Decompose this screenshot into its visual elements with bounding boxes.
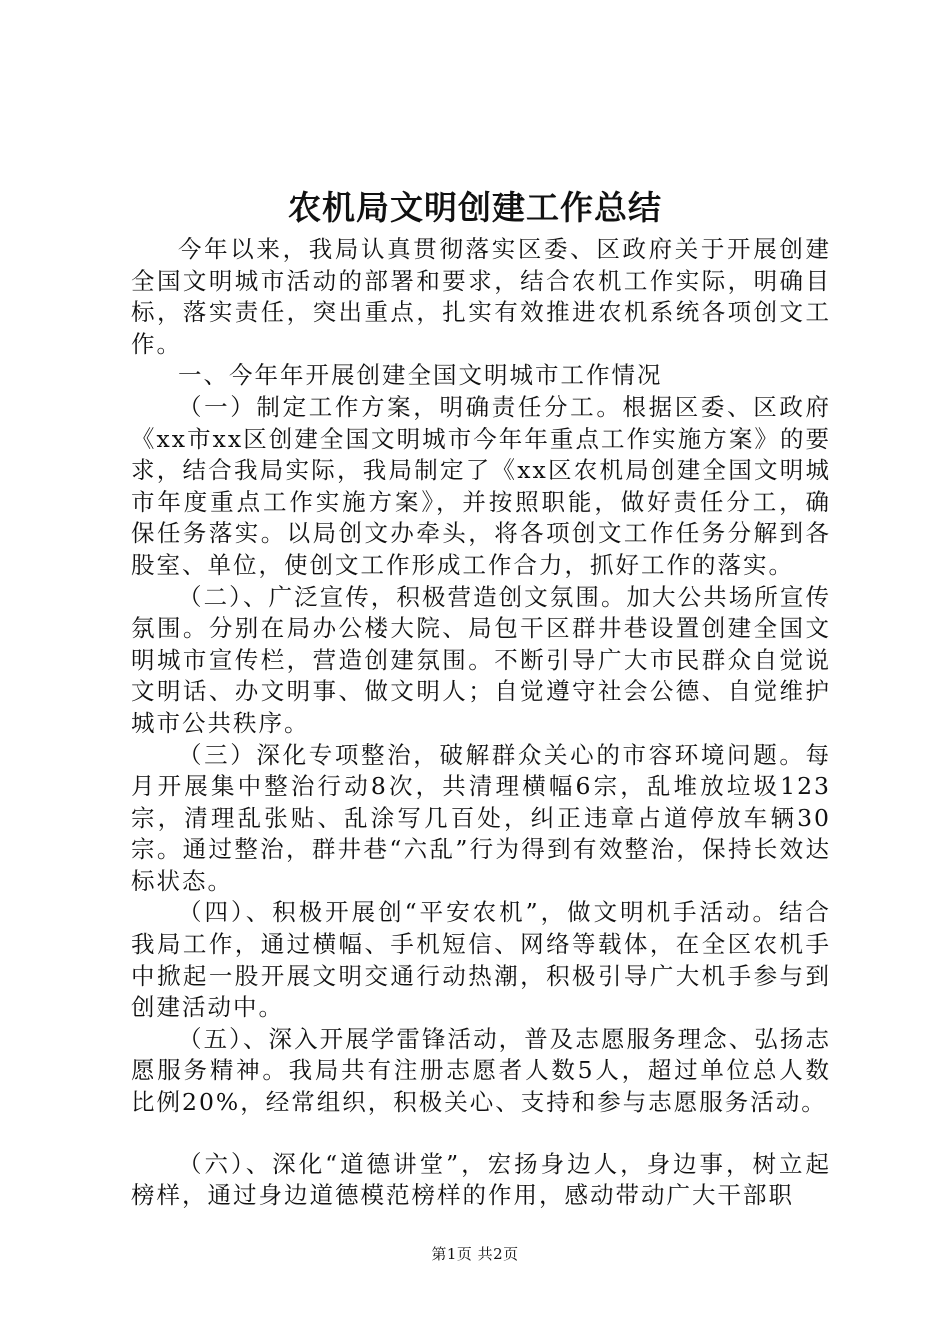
item-paragraph-4: （四）、积极开展创“平安农机”，做文明机手活动。结合我局工作，通过横幅、手机短信、网络等载体，在全区农机手中掀起一股开展文明交通行动热潮，积极引导广大机手参与到创建活动中。 — [131, 898, 831, 1022]
section-heading: 一、今年年开展创建全国文明城市工作情况 — [178, 361, 663, 390]
intro-paragraph: 今年以来，我局认真贯彻落实区委、区政府关于开展创建全国文明城市活动的部署和要求，结合农机工作实际，明确目标，落实责任，突出重点，扎实有效推进农机系统各项创文工作。 — [131, 235, 831, 358]
document-body — [131, 234, 831, 1212]
item-paragraph-5: （五）、深入开展学雷锋活动，普及志愿服务理念、弘扬志愿服务精神。我局共有注册志愿者人数5人，超过单位总人数比例20%，经常组织，积极关心、支持和参与志愿服务活动。 — [131, 1024, 831, 1117]
item-paragraph-3: （三）深化专项整治，破解群众关心的市容环境问题。每月开展集中整治行动8次，共清理横幅6宗，乱堆放垃圾123宗，清理乱张贴、乱涂写几百处，纠正违章占道停放车辆30宗。通过整治，群井巷“六乱”行为得到有效整治，保持长效达标状态。 — [131, 740, 831, 895]
document-title: 农机局文明创建工作总结 — [288, 188, 662, 227]
item-paragraph-2: （二）、广泛宣传，积极营造创文氛围。加大公共场所宣传氛围。分别在局办公楼大院、局包干区群井巷设置创建全国文明城市宣传栏，营造创建氛围。不断引导广大市民群众自觉说文明话、办文明事、做文明人；自觉遵守社会公德、自觉维护城市公共秩序。 — [131, 582, 831, 737]
page-number: 第1页 共2页 — [431, 1245, 519, 1263]
item-paragraph-6: （六）、深化“道德讲堂”，宏扬身边人，身边事，树立起榜样，通过身边道德模范榜样的作用，感动带动广大干部职 — [131, 1149, 831, 1210]
item-paragraph-1: （一）制定工作方案，明确责任分工。根据区委、区政府《xx市xx区创建全国文明城市今年年重点工作实施方案》的要求，结合我局实际，我局制定了《xx区农机局创建全国文明城市年度重点工作实施方案》，并按照职能，做好责任分工，确保任务落实。以局创文办牵头，将各项创文工作任务分解到各股室、单位，使创文工作形成工作合力，抓好工作的落实。 — [131, 392, 831, 579]
